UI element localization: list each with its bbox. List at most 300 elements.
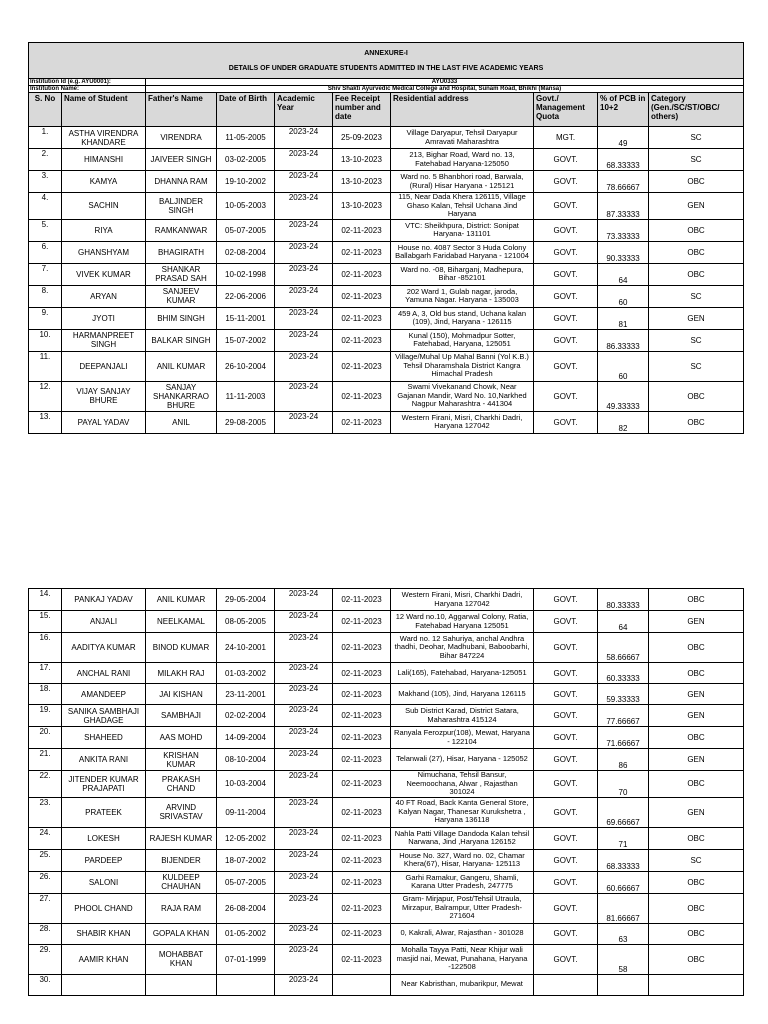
student-sno: 19.: [29, 705, 62, 727]
residential-address: Ward no. 12 Sahuriya, anchal Andhra thadhi, Deohar, Madhubani, Baboobarhi, Bihar 847224: [391, 633, 534, 663]
date-of-birth: 14-09-2004: [217, 727, 275, 749]
academic-year: 2023-24: [275, 307, 333, 329]
students-table-page-1: [28, 42, 744, 434]
student-sno: 4.: [29, 193, 62, 220]
table-row: [29, 127, 744, 149]
pcb-percent: 81: [598, 307, 649, 329]
table-body-2: [29, 589, 744, 996]
col-header-category: Category (Gen./SC/ST/OBC/ others): [649, 93, 744, 127]
father-name: NEELKAMAL: [146, 611, 217, 633]
student-name: AAMIR KHAN: [62, 944, 146, 974]
table-row: [29, 285, 744, 307]
student-sno: 7.: [29, 263, 62, 285]
quota: GOVT.: [534, 827, 598, 849]
residential-address: Lali(165), Fatehabad, Haryana-125051: [391, 663, 534, 684]
date-of-birth: 11-11-2003: [217, 381, 275, 411]
table-row: [29, 241, 744, 263]
quota: GOVT.: [534, 923, 598, 944]
academic-year: 2023-24: [275, 149, 333, 171]
academic-year: 2023-24: [275, 263, 333, 285]
fee-receipt-date: 02-11-2023: [333, 684, 391, 705]
pcb-percent: 49: [598, 127, 649, 149]
quota: GOVT.: [534, 381, 598, 411]
category: OBC: [649, 663, 744, 684]
category: SC: [649, 351, 744, 381]
quota: GOVT.: [534, 849, 598, 871]
table-row: [29, 611, 744, 633]
category: SC: [649, 149, 744, 171]
table-row: [29, 974, 744, 995]
student-sno: 15.: [29, 611, 62, 633]
residential-address: Telanwali (27), Hisar, Haryana - 125052: [391, 749, 534, 771]
quota: GOVT.: [534, 285, 598, 307]
table-row: [29, 307, 744, 329]
students-table-page-2: [28, 588, 744, 996]
pcb-percent: 86.33333: [598, 329, 649, 351]
fee-receipt-date: 02-11-2023: [333, 285, 391, 307]
table-row: [29, 849, 744, 871]
table-row: [29, 923, 744, 944]
student-sno: 24.: [29, 827, 62, 849]
academic-year: 2023-24: [275, 329, 333, 351]
fee-receipt-date: 02-11-2023: [333, 871, 391, 893]
table-row: [29, 663, 744, 684]
father-name: MOHABBAT KHAN: [146, 944, 217, 974]
student-sno: 23.: [29, 797, 62, 827]
fee-receipt-date: 02-11-2023: [333, 329, 391, 351]
col-header-quota: Govt./ Management Quota: [534, 93, 598, 127]
col-header-sno: S. No: [29, 93, 62, 127]
table-row: [29, 411, 744, 433]
category: GEN: [649, 193, 744, 220]
col-header-fee-receipt: Fee Receipt number and date: [333, 93, 391, 127]
category: SC: [649, 849, 744, 871]
category: OBC: [649, 893, 744, 923]
academic-year: 2023-24: [275, 589, 333, 611]
student-name: DEEPANJALI: [62, 351, 146, 381]
fee-receipt-date: 02-11-2023: [333, 944, 391, 974]
father-name: [146, 974, 217, 995]
academic-year: 2023-24: [275, 727, 333, 749]
student-name: HARMANPREET SINGH: [62, 329, 146, 351]
student-name: SHAHEED: [62, 727, 146, 749]
father-name: KULDEEP CHAUHAN: [146, 871, 217, 893]
category: OBC: [649, 219, 744, 241]
student-sno: 22.: [29, 771, 62, 798]
student-sno: 20.: [29, 727, 62, 749]
fee-receipt-date: 02-11-2023: [333, 307, 391, 329]
residential-address: Nimuchana, Tehsil Bansur, Neemoochana, Alwar , Rajasthan 301024: [391, 771, 534, 798]
category: SC: [649, 127, 744, 149]
residential-address: Gram- Mirjapur, Post/Tehsil Utraula, Mirzapur, Balrampur, Utter Pradesh- 271604: [391, 893, 534, 923]
category: GEN: [649, 684, 744, 705]
quota: GOVT.: [534, 329, 598, 351]
student-sno: 9.: [29, 307, 62, 329]
table-row: [29, 727, 744, 749]
residential-address: Western Firani, Misri, Charkhi Dadri, Haryana 127042: [391, 411, 534, 433]
table-row: [29, 171, 744, 193]
date-of-birth: 08-05-2005: [217, 611, 275, 633]
fee-receipt-date: 02-11-2023: [333, 771, 391, 798]
pcb-percent: 90.33333: [598, 241, 649, 263]
pcb-percent: 81.66667: [598, 893, 649, 923]
academic-year: 2023-24: [275, 633, 333, 663]
residential-address: Makhand (105), Jind, Haryana 126115: [391, 684, 534, 705]
date-of-birth: 02-02-2004: [217, 705, 275, 727]
pcb-percent: 77.66667: [598, 705, 649, 727]
fee-receipt-date: 25-09-2023: [333, 127, 391, 149]
student-name: SHABIR KHAN: [62, 923, 146, 944]
student-name: PAYAL YADAV: [62, 411, 146, 433]
pcb-percent: 80.33333: [598, 589, 649, 611]
pcb-percent: 82: [598, 411, 649, 433]
date-of-birth: 05-07-2005: [217, 871, 275, 893]
quota: GOVT.: [534, 219, 598, 241]
student-name: [62, 974, 146, 995]
pcb-percent: 78.66667: [598, 171, 649, 193]
quota: MGT.: [534, 127, 598, 149]
fee-receipt-date: 02-11-2023: [333, 633, 391, 663]
fee-receipt-date: 02-11-2023: [333, 263, 391, 285]
residential-address: 115, Near Dada Khera 126115, Village Ghaso Kalan, Tehsil Uchana Jind Haryana: [391, 193, 534, 220]
student-name: PARDEEP: [62, 849, 146, 871]
student-name: JYOTI: [62, 307, 146, 329]
student-sno: 21.: [29, 749, 62, 771]
father-name: BALJINDER SINGH: [146, 193, 217, 220]
student-name: PRATEEK: [62, 797, 146, 827]
quota: GOVT.: [534, 944, 598, 974]
pcb-percent: 73.33333: [598, 219, 649, 241]
father-name: RAMKANWAR: [146, 219, 217, 241]
father-name: SANJEEV KUMAR: [146, 285, 217, 307]
academic-year: 2023-24: [275, 827, 333, 849]
col-header-academic-year: Academic Year: [275, 93, 333, 127]
column-header-row: [29, 93, 744, 127]
fee-receipt-date: 02-11-2023: [333, 923, 391, 944]
fee-receipt-date: 02-11-2023: [333, 241, 391, 263]
category: OBC: [649, 727, 744, 749]
quota: [534, 974, 598, 995]
fee-receipt-date: 13-10-2023: [333, 171, 391, 193]
institution-name-label: Institution Name:: [29, 86, 146, 93]
residential-address: Kunal (150), Mohmadpur Sotter, Fatehabad, Haryana, 125051: [391, 329, 534, 351]
pcb-percent: 60.33333: [598, 663, 649, 684]
student-sno: 26.: [29, 871, 62, 893]
academic-year: 2023-24: [275, 241, 333, 263]
col-header-pcb: % of PCB in 10+2: [598, 93, 649, 127]
academic-year: 2023-24: [275, 219, 333, 241]
father-name: PRAKASH CHAND: [146, 771, 217, 798]
table-row: [29, 193, 744, 220]
student-sno: 12.: [29, 381, 62, 411]
father-name: JAIVEER SINGH: [146, 149, 217, 171]
pcb-percent: 49.33333: [598, 381, 649, 411]
student-name: VIJAY SANJAY BHURE: [62, 381, 146, 411]
pcb-percent: 71.66667: [598, 727, 649, 749]
quota: GOVT.: [534, 893, 598, 923]
pcb-percent: 69.66667: [598, 797, 649, 827]
fee-receipt-date: 13-10-2023: [333, 149, 391, 171]
student-name: AMANDEEP: [62, 684, 146, 705]
category: OBC: [649, 381, 744, 411]
date-of-birth: 15-11-2001: [217, 307, 275, 329]
date-of-birth: 10-05-2003: [217, 193, 275, 220]
student-name: KAMYA: [62, 171, 146, 193]
date-of-birth: 12-05-2002: [217, 827, 275, 849]
table-row: [29, 219, 744, 241]
residential-address: Nahla Patti Village Dandoda Kalan tehsil Narwana, Jind ,Haryana 126152: [391, 827, 534, 849]
residential-address: 12 Ward no.10, Aggarwal Colony, Ratia, Fatehabad Haryana 125051: [391, 611, 534, 633]
quota: GOVT.: [534, 684, 598, 705]
residential-address: 459 A, 3, Old bus stand, Uchana kalan (109), Jind, Haryana - 126115: [391, 307, 534, 329]
quota: GOVT.: [534, 241, 598, 263]
student-sno: 8.: [29, 285, 62, 307]
student-sno: 5.: [29, 219, 62, 241]
table-row: [29, 589, 744, 611]
student-sno: 6.: [29, 241, 62, 263]
quota: GOVT.: [534, 633, 598, 663]
academic-year: 2023-24: [275, 663, 333, 684]
category: OBC: [649, 633, 744, 663]
father-name: ANIL KUMAR: [146, 351, 217, 381]
academic-year: 2023-24: [275, 797, 333, 827]
student-name: SACHIN: [62, 193, 146, 220]
father-name: GOPALA KHAN: [146, 923, 217, 944]
category: GEN: [649, 611, 744, 633]
pcb-percent: 63: [598, 923, 649, 944]
student-sno: 11.: [29, 351, 62, 381]
academic-year: 2023-24: [275, 684, 333, 705]
table-row: [29, 893, 744, 923]
academic-year: 2023-24: [275, 705, 333, 727]
date-of-birth: 11-05-2005: [217, 127, 275, 149]
date-of-birth: [217, 974, 275, 995]
quota: GOVT.: [534, 749, 598, 771]
date-of-birth: 03-02-2005: [217, 149, 275, 171]
date-of-birth: 18-07-2002: [217, 849, 275, 871]
student-name: JITENDER KUMAR PRAJAPATI: [62, 771, 146, 798]
document-header-row: [29, 43, 744, 79]
residential-address: 213, Bighar Road, Ward no. 13, Fatehabad Haryana-125050: [391, 149, 534, 171]
residential-address: Village/Muhal Up Mahal Banni (Yol K.B.) Tehsil Dharamshala District Kangra Himachal Pradesh: [391, 351, 534, 381]
residential-address: Village Daryapur, Tehsil Daryapur Amravati Maharashtra: [391, 127, 534, 149]
col-header-father: Father's Name: [146, 93, 217, 127]
date-of-birth: 29-08-2005: [217, 411, 275, 433]
annexure-label: ANNEXURE-I: [364, 49, 408, 57]
pcb-percent: 59.33333: [598, 684, 649, 705]
father-name: ARVIND SRIVASTAV: [146, 797, 217, 827]
residential-address: Western Firani, Misri, Charkhi Dadri, Haryana 127042: [391, 589, 534, 611]
date-of-birth: 19-10-2002: [217, 171, 275, 193]
residential-address: Near Kabristhan, mubarikpur, Mewat: [391, 974, 534, 995]
pcb-percent: 64: [598, 263, 649, 285]
quota: GOVT.: [534, 351, 598, 381]
student-name: PHOOL CHAND: [62, 893, 146, 923]
quota: GOVT.: [534, 871, 598, 893]
father-name: MILAKH RAJ: [146, 663, 217, 684]
institution-id-row: [29, 79, 744, 86]
pcb-percent: 70: [598, 771, 649, 798]
date-of-birth: 26-08-2004: [217, 893, 275, 923]
pcb-percent: 60.66667: [598, 871, 649, 893]
table-row: [29, 705, 744, 727]
student-name: SANIKA SAMBHAJI GHADAGE: [62, 705, 146, 727]
table-row: [29, 797, 744, 827]
academic-year: 2023-24: [275, 893, 333, 923]
student-name: LOKESH: [62, 827, 146, 849]
fee-receipt-date: 02-11-2023: [333, 749, 391, 771]
academic-year: 2023-24: [275, 974, 333, 995]
col-header-name: Name of Student: [62, 93, 146, 127]
category: GEN: [649, 749, 744, 771]
fee-receipt-date: 13-10-2023: [333, 193, 391, 220]
table-row: [29, 749, 744, 771]
academic-year: 2023-24: [275, 611, 333, 633]
category: OBC: [649, 827, 744, 849]
quota: GOVT.: [534, 307, 598, 329]
category: GEN: [649, 705, 744, 727]
student-sno: 18.: [29, 684, 62, 705]
student-sno: 3.: [29, 171, 62, 193]
fee-receipt-date: 02-11-2023: [333, 589, 391, 611]
father-name: BALKAR SINGH: [146, 329, 217, 351]
student-sno: 29.: [29, 944, 62, 974]
fee-receipt-date: 02-11-2023: [333, 411, 391, 433]
student-name: ANJALI: [62, 611, 146, 633]
table-row: [29, 827, 744, 849]
residential-address: 0, Kakrali, Alwar, Rajasthan - 301028: [391, 923, 534, 944]
fee-receipt-date: [333, 974, 391, 995]
category: OBC: [649, 263, 744, 285]
student-name: RIYA: [62, 219, 146, 241]
pcb-percent: 60: [598, 285, 649, 307]
pcb-percent: 68.33333: [598, 849, 649, 871]
institution-name-row: [29, 86, 744, 93]
category: SC: [649, 329, 744, 351]
date-of-birth: 09-11-2004: [217, 797, 275, 827]
category: OBC: [649, 771, 744, 798]
academic-year: 2023-24: [275, 285, 333, 307]
col-header-address: Residential address: [391, 93, 534, 127]
student-sno: 13.: [29, 411, 62, 433]
father-name: VIRENDRA: [146, 127, 217, 149]
residential-address: Sub District Karad, District Satara, Maharashtra 415124: [391, 705, 534, 727]
category: [649, 974, 744, 995]
residential-address: 40 FT Road, Back Kanta General Store, Kalyan Nagar, Thanesar Kurukshetra , Haryana 136118: [391, 797, 534, 827]
fee-receipt-date: 02-11-2023: [333, 663, 391, 684]
institution-id-value: AYU0333: [146, 79, 744, 86]
table-row: [29, 944, 744, 974]
document-title: DETAILS OF UNDER GRADUATE STUDENTS ADMITTED IN THE LAST FIVE ACADEMIC YEARS: [228, 64, 544, 72]
document-header: [29, 43, 744, 79]
residential-address: 202 Ward 1, Gulab nagar, jaroda, Yamuna Nagar. Haryana - 135003: [391, 285, 534, 307]
table-body-1: [29, 127, 744, 434]
institution-name-value: Shiv Shakti Ayurvedic Medical College and Hospital, Sunam Road, Bhikhi (Mansa): [146, 86, 744, 93]
fee-receipt-date: 02-11-2023: [333, 797, 391, 827]
pcb-percent: 87.33333: [598, 193, 649, 220]
category: OBC: [649, 944, 744, 974]
academic-year: 2023-24: [275, 771, 333, 798]
fee-receipt-date: 02-11-2023: [333, 705, 391, 727]
student-name: ANCHAL RANI: [62, 663, 146, 684]
date-of-birth: 02-08-2004: [217, 241, 275, 263]
category: OBC: [649, 589, 744, 611]
pcb-percent: 68.33333: [598, 149, 649, 171]
pcb-percent: 86: [598, 749, 649, 771]
quota: GOVT.: [534, 411, 598, 433]
fee-receipt-date: 02-11-2023: [333, 351, 391, 381]
student-sno: 28.: [29, 923, 62, 944]
student-name: ARYAN: [62, 285, 146, 307]
student-name: ASTHA VIRENDRA KHANDARE: [62, 127, 146, 149]
fee-receipt-date: 02-11-2023: [333, 893, 391, 923]
father-name: JAI KISHAN: [146, 684, 217, 705]
student-sno: 2.: [29, 149, 62, 171]
father-name: KRISHAN KUMAR: [146, 749, 217, 771]
table-row: [29, 684, 744, 705]
academic-year: 2023-24: [275, 171, 333, 193]
residential-address: House No. 327, Ward no. 02, Chamar Khera(67), Hisar, Haryana- 125113: [391, 849, 534, 871]
academic-year: 2023-24: [275, 849, 333, 871]
father-name: SAMBHAJI: [146, 705, 217, 727]
father-name: RAJESH KUMAR: [146, 827, 217, 849]
category: GEN: [649, 307, 744, 329]
date-of-birth: 08-10-2004: [217, 749, 275, 771]
academic-year: 2023-24: [275, 411, 333, 433]
academic-year: 2023-24: [275, 923, 333, 944]
date-of-birth: 05-07-2005: [217, 219, 275, 241]
student-sno: 17.: [29, 663, 62, 684]
fee-receipt-date: 02-11-2023: [333, 849, 391, 871]
father-name: ANIL: [146, 411, 217, 433]
date-of-birth: 15-07-2002: [217, 329, 275, 351]
residential-address: Swami Vivekanand Chowk, Near Gajanan Mandir, Ward No. 10,Narkhed Nagpur Maharashtra - 441304: [391, 381, 534, 411]
student-sno: 10.: [29, 329, 62, 351]
category: OBC: [649, 411, 744, 433]
father-name: SANJAY SHANKARRAO BHURE: [146, 381, 217, 411]
academic-year: 2023-24: [275, 944, 333, 974]
father-name: BHAGIRATH: [146, 241, 217, 263]
student-sno: 30.: [29, 974, 62, 995]
father-name: BIJENDER: [146, 849, 217, 871]
pcb-percent: 58: [598, 944, 649, 974]
quota: GOVT.: [534, 727, 598, 749]
father-name: BINOD KUMAR: [146, 633, 217, 663]
father-name: AAS MOHD: [146, 727, 217, 749]
student-name: AADITYA KUMAR: [62, 633, 146, 663]
student-name: ANKITA RANI: [62, 749, 146, 771]
student-name: PANKAJ YADAV: [62, 589, 146, 611]
category: OBC: [649, 871, 744, 893]
table-row: [29, 263, 744, 285]
residential-address: Mohalla Tayya Patti, Near Khijur wali masjid nai, Mewat, Punahana, Haryana -122508: [391, 944, 534, 974]
quota: GOVT.: [534, 589, 598, 611]
student-sno: 14.: [29, 589, 62, 611]
col-header-dob: Date of Birth: [217, 93, 275, 127]
quota: GOVT.: [534, 171, 598, 193]
quota: GOVT.: [534, 193, 598, 220]
quota: GOVT.: [534, 663, 598, 684]
date-of-birth: 01-03-2002: [217, 663, 275, 684]
date-of-birth: 01-05-2002: [217, 923, 275, 944]
table-row: [29, 329, 744, 351]
father-name: RAJA RAM: [146, 893, 217, 923]
academic-year: 2023-24: [275, 871, 333, 893]
table-row: [29, 351, 744, 381]
table-row: [29, 381, 744, 411]
date-of-birth: 24-10-2001: [217, 633, 275, 663]
date-of-birth: 29-05-2004: [217, 589, 275, 611]
